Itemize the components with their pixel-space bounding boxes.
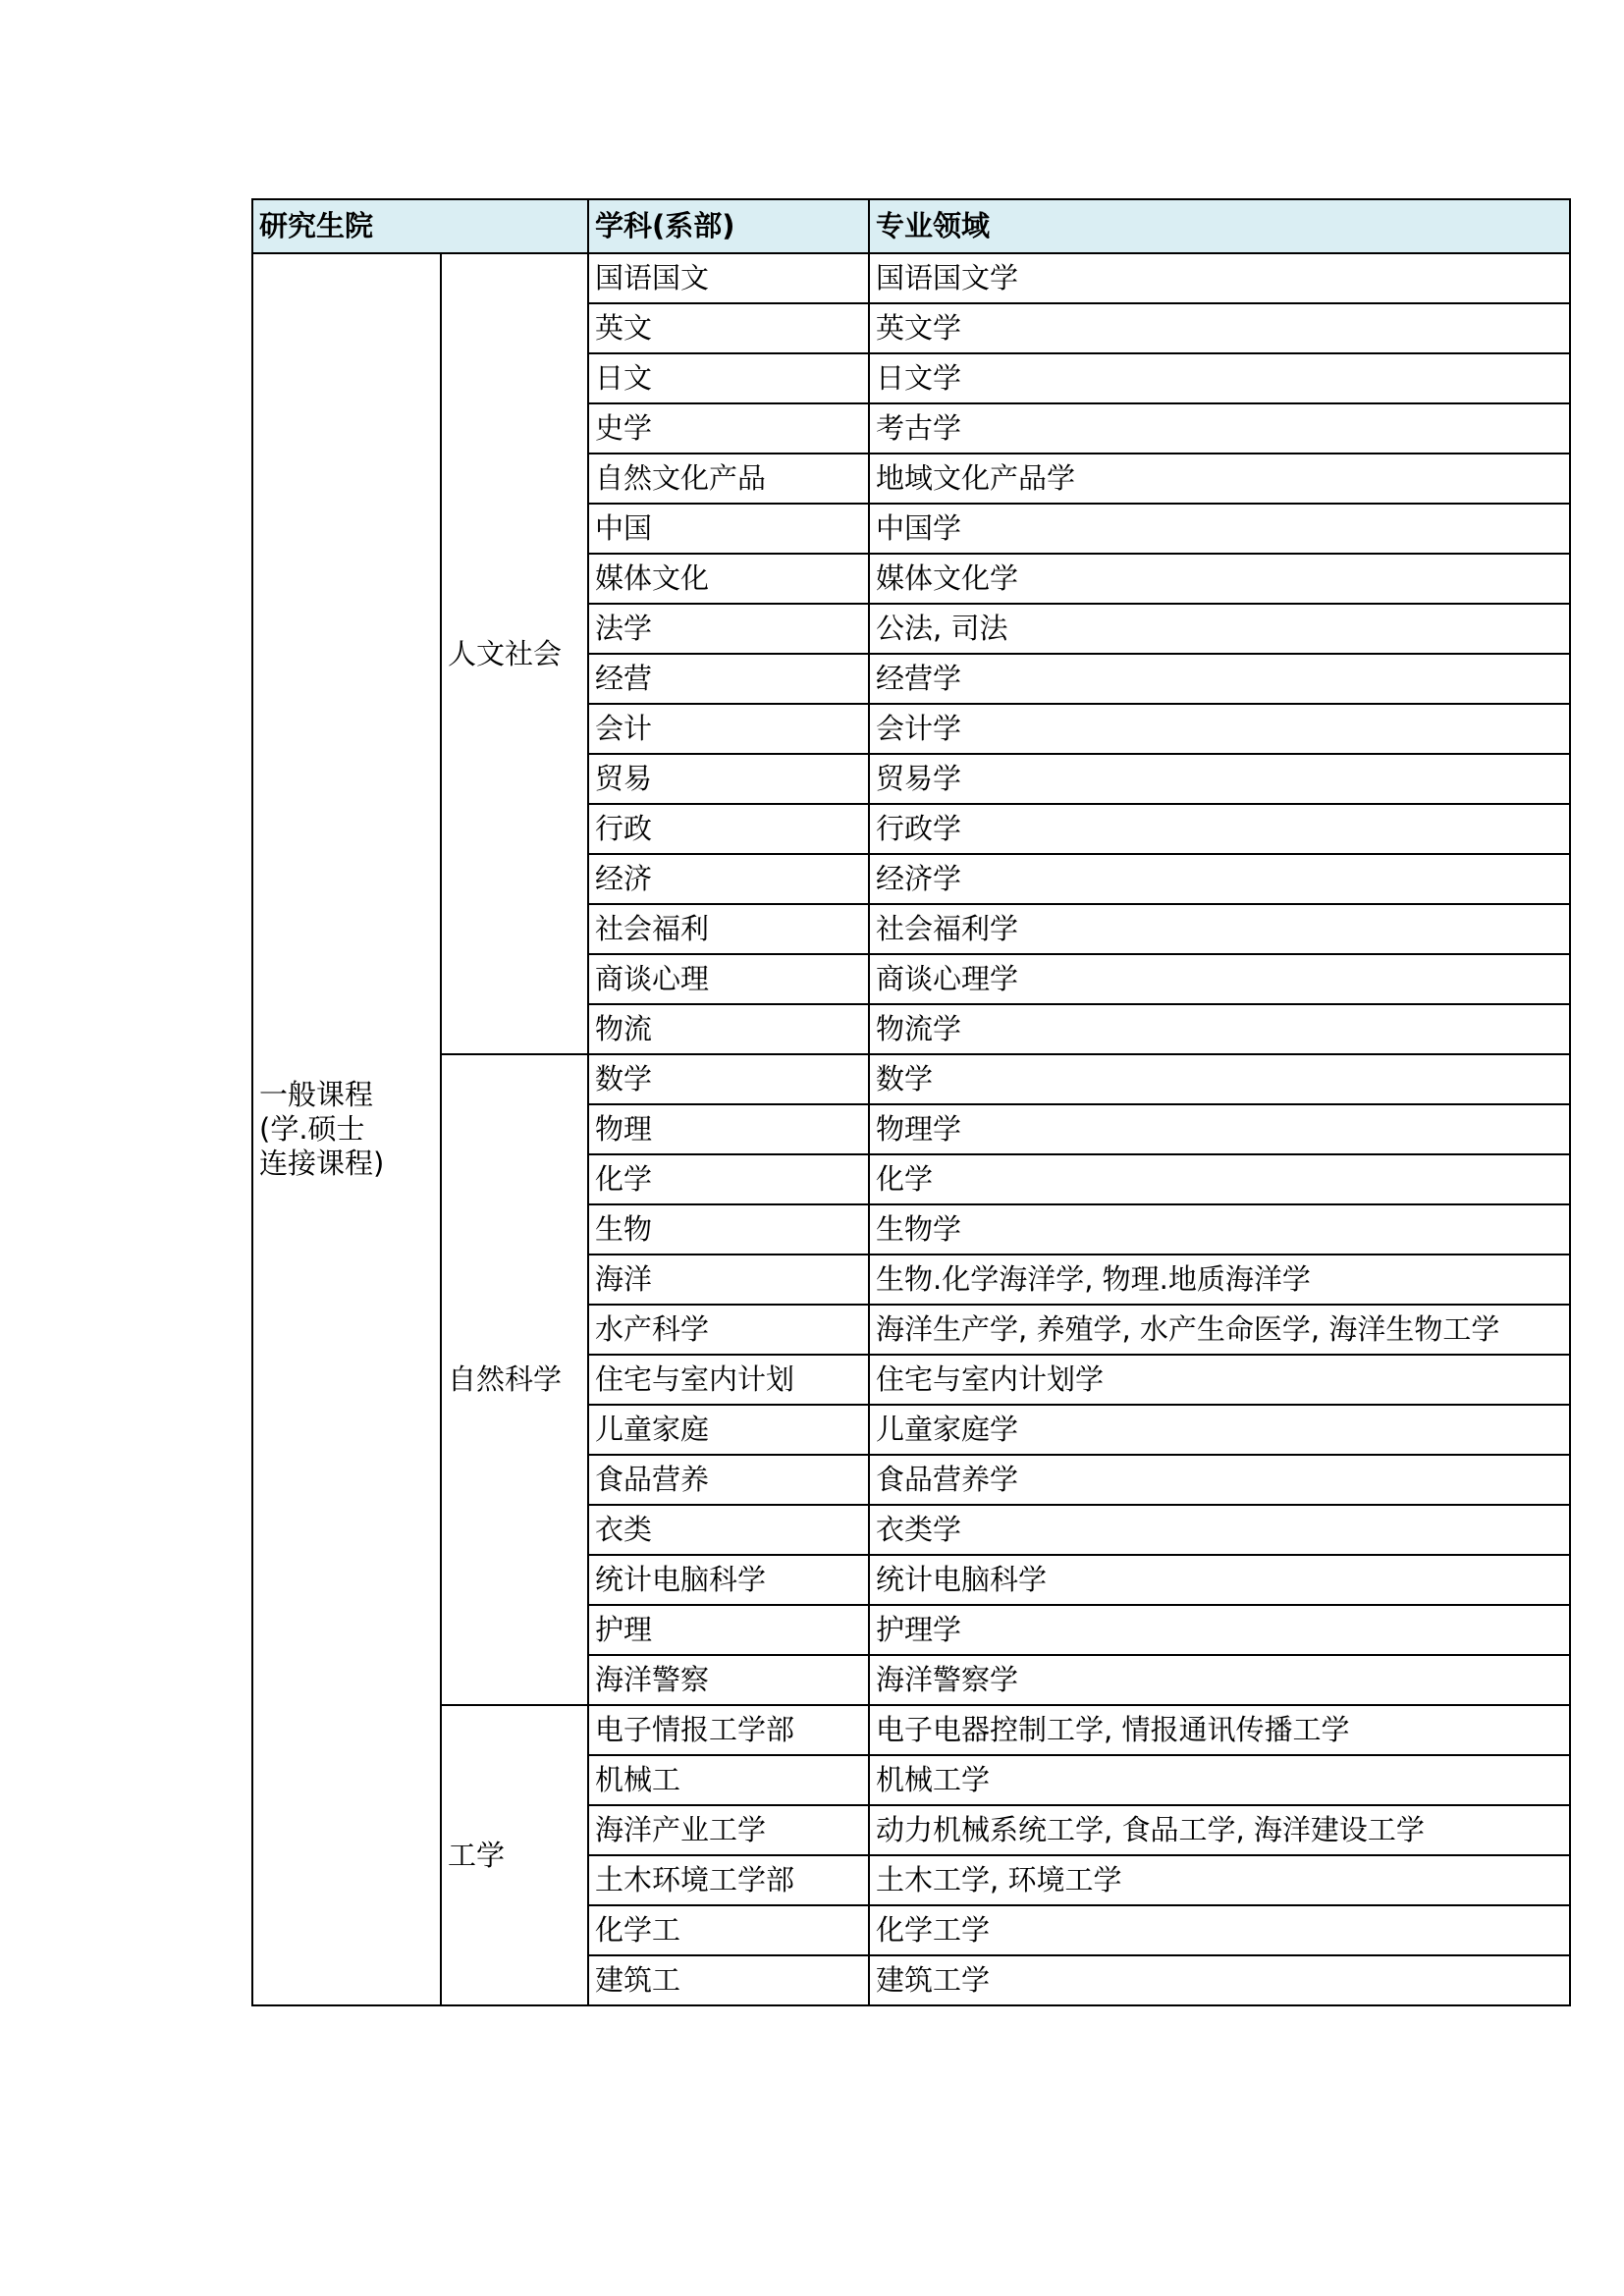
dept-cell: 经营 <box>588 654 869 704</box>
dept-cell: 护理 <box>588 1605 869 1655</box>
dept-cell: 国语国文 <box>588 253 869 303</box>
field-cell: 商谈心理学 <box>869 954 1570 1004</box>
dept-cell: 日文 <box>588 353 869 403</box>
field-cell: 中国学 <box>869 504 1570 554</box>
dept-cell: 机械工 <box>588 1755 869 1805</box>
dept-cell: 自然文化产品 <box>588 454 869 504</box>
dept-cell: 住宅与室内计划 <box>588 1355 869 1405</box>
field-cell: 经济学 <box>869 854 1570 904</box>
field-cell: 住宅与室内计划学 <box>869 1355 1570 1405</box>
dept-cell: 衣类 <box>588 1505 869 1555</box>
field-cell: 地域文化产品学 <box>869 454 1570 504</box>
dept-cell: 统计电脑科学 <box>588 1555 869 1605</box>
dept-cell: 贸易 <box>588 754 869 804</box>
dept-cell: 物理 <box>588 1104 869 1154</box>
dept-cell: 社会福利 <box>588 904 869 954</box>
field-cell: 会计学 <box>869 704 1570 754</box>
dept-cell: 海洋产业工学 <box>588 1805 869 1855</box>
field-cell: 生物.化学海洋学, 物理.地质海洋学 <box>869 1255 1570 1305</box>
area-cell: 人文社会 <box>441 253 588 1054</box>
field-cell: 统计电脑科学 <box>869 1555 1570 1605</box>
field-cell: 土木工学, 环境工学 <box>869 1855 1570 1905</box>
field-cell: 物流学 <box>869 1004 1570 1054</box>
header-field: 专业领域 <box>869 199 1570 253</box>
field-cell: 媒体文化学 <box>869 554 1570 604</box>
area-cell: 工学 <box>441 1705 588 2005</box>
table-row <box>252 1054 1570 1104</box>
dept-cell: 经济 <box>588 854 869 904</box>
dept-cell: 数学 <box>588 1054 869 1104</box>
field-cell: 生物学 <box>869 1204 1570 1255</box>
dept-cell: 建筑工 <box>588 1955 869 2005</box>
field-cell: 机械工学 <box>869 1755 1570 1805</box>
field-cell: 英文学 <box>869 303 1570 353</box>
header-school: 研究生院 <box>252 199 588 253</box>
dept-cell: 水产科学 <box>588 1305 869 1355</box>
field-cell: 建筑工学 <box>869 1955 1570 2005</box>
dept-cell: 海洋警察 <box>588 1655 869 1705</box>
header-dept: 学科(系部) <box>588 199 869 253</box>
field-cell: 物理学 <box>869 1104 1570 1154</box>
table-body <box>252 253 1570 2005</box>
field-cell: 考古学 <box>869 403 1570 454</box>
dept-cell: 电子情报工学部 <box>588 1705 869 1755</box>
graduate-programs-table <box>251 198 1571 2006</box>
dept-cell: 化学 <box>588 1154 869 1204</box>
table-row <box>252 1705 1570 1755</box>
dept-cell: 物流 <box>588 1004 869 1054</box>
field-cell: 贸易学 <box>869 754 1570 804</box>
program-type-line1: 一般课程 <box>259 1078 374 1112</box>
field-cell: 电子电器控制工学, 情报通讯传播工学 <box>869 1705 1570 1755</box>
dept-cell: 史学 <box>588 403 869 454</box>
field-cell: 经营学 <box>869 654 1570 704</box>
field-cell: 公法, 司法 <box>869 604 1570 654</box>
dept-cell: 土木环境工学部 <box>588 1855 869 1905</box>
field-cell: 国语国文学 <box>869 253 1570 303</box>
field-cell: 护理学 <box>869 1605 1570 1655</box>
dept-cell: 商谈心理 <box>588 954 869 1004</box>
area-cell: 自然科学 <box>441 1054 588 1705</box>
dept-cell: 食品营养 <box>588 1455 869 1505</box>
dept-cell: 化学工 <box>588 1905 869 1955</box>
field-cell: 动力机械系统工学, 食品工学, 海洋建设工学 <box>869 1805 1570 1855</box>
field-cell: 化学工学 <box>869 1905 1570 1955</box>
table-header-row <box>252 199 1570 253</box>
field-cell: 衣类学 <box>869 1505 1570 1555</box>
dept-cell: 中国 <box>588 504 869 554</box>
field-cell: 行政学 <box>869 804 1570 854</box>
program-type-cell <box>252 253 441 2005</box>
dept-cell: 生物 <box>588 1204 869 1255</box>
field-cell: 日文学 <box>869 353 1570 403</box>
program-type-line2: (学.硕士 <box>259 1112 365 1147</box>
dept-cell: 英文 <box>588 303 869 353</box>
field-cell: 数学 <box>869 1054 1570 1104</box>
field-cell: 儿童家庭学 <box>869 1405 1570 1455</box>
field-cell: 海洋生产学, 养殖学, 水产生命医学, 海洋生物工学 <box>869 1305 1570 1355</box>
program-type-line3: 连接课程) <box>259 1146 385 1180</box>
dept-cell: 媒体文化 <box>588 554 869 604</box>
dept-cell: 儿童家庭 <box>588 1405 869 1455</box>
dept-cell: 法学 <box>588 604 869 654</box>
dept-cell: 行政 <box>588 804 869 854</box>
field-cell: 化学 <box>869 1154 1570 1204</box>
table-row <box>252 253 1570 303</box>
field-cell: 海洋警察学 <box>869 1655 1570 1705</box>
field-cell: 食品营养学 <box>869 1455 1570 1505</box>
dept-cell: 海洋 <box>588 1255 869 1305</box>
dept-cell: 会计 <box>588 704 869 754</box>
field-cell: 社会福利学 <box>869 904 1570 954</box>
